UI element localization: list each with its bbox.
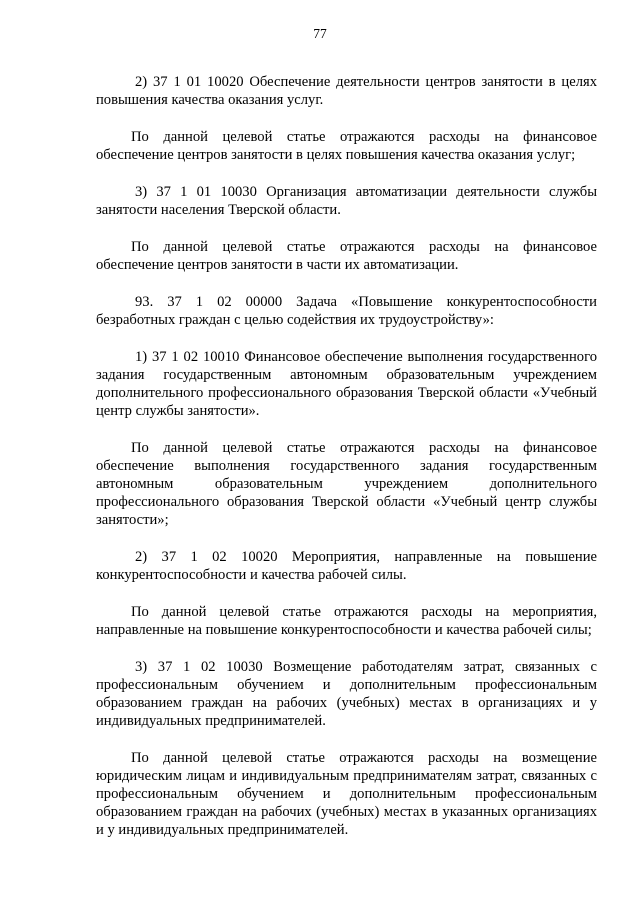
paragraph-text: По данной целевой статье отражаются расходы на мероприятия, направленные на повышение конкурентоспособности и качества рабочей силы; (96, 604, 597, 638)
paragraph-description (96, 128, 597, 164)
document-body (96, 73, 597, 839)
paragraph-text: По данной целевой статье отражаются расходы на финансовое обеспечение выполнения государственного задания государственным автономным образовательным учреждением дополнительного профессионального образования Тверской области «Учебный центр службы занятости»; (96, 440, 597, 528)
paragraph-description (96, 238, 597, 274)
paragraph-text: По данной целевой статье отражаются расходы на возмещение юридическим лицам и индивидуальным предпринимателям затрат, связанных с профессиональным обучением и дополнительным профессиональным образованием граждан на рабочих (учебных) местах в указанных организациях и у индивидуальных предпринимателей. (96, 750, 597, 838)
paragraph-item-37-1-01-10030 (96, 183, 597, 219)
paragraph-text: 2) 37 1 01 10020 Обеспечение деятельности центров занятости в целях повышения качества оказания услуг. (96, 74, 597, 108)
page-number: 77 (313, 26, 327, 41)
paragraph-text: 93. 37 1 02 00000 Задача «Повышение конкурентоспособности безработных граждан с целью содействия их трудоустройству»: (96, 294, 597, 328)
paragraph-task-93 (96, 293, 597, 329)
paragraph-description (96, 603, 597, 639)
paragraph-text: 2) 37 1 02 10020 Мероприятия, направленные на повышение конкурентоспособности и качества рабочей силы. (96, 549, 597, 583)
paragraph-description (96, 749, 597, 839)
paragraph-text: 3) 37 1 01 10030 Организация автоматизации деятельности службы занятости населения Тверской области. (96, 184, 597, 218)
paragraph-item-37-1-01-10020 (96, 73, 597, 109)
paragraph-text: 3) 37 1 02 10030 Возмещение работодателям затрат, связанных с профессиональным обучением и дополнительным профессиональным образованием граждан на рабочих (учебных) местах в организациях и у индивидуальных предпринимателей. (96, 659, 597, 729)
paragraph-text: По данной целевой статье отражаются расходы на финансовое обеспечение центров занятости в части их автоматизации. (96, 239, 597, 273)
paragraph-text: По данной целевой статье отражаются расходы на финансовое обеспечение центров занятости в целях повышения качества оказания услуг; (96, 129, 597, 163)
paragraph-item-37-1-02-10020 (96, 548, 597, 584)
paragraph-description (96, 439, 597, 529)
paragraph-item-37-1-02-10030 (96, 658, 597, 730)
paragraph-text: 1) 37 1 02 10010 Финансовое обеспечение выполнения государственного задания государственным автономным образовательным учреждением дополнительного профессионального образования Тверской области «Учебный центр службы занятости». (96, 349, 597, 419)
paragraph-item-37-1-02-10010 (96, 348, 597, 420)
